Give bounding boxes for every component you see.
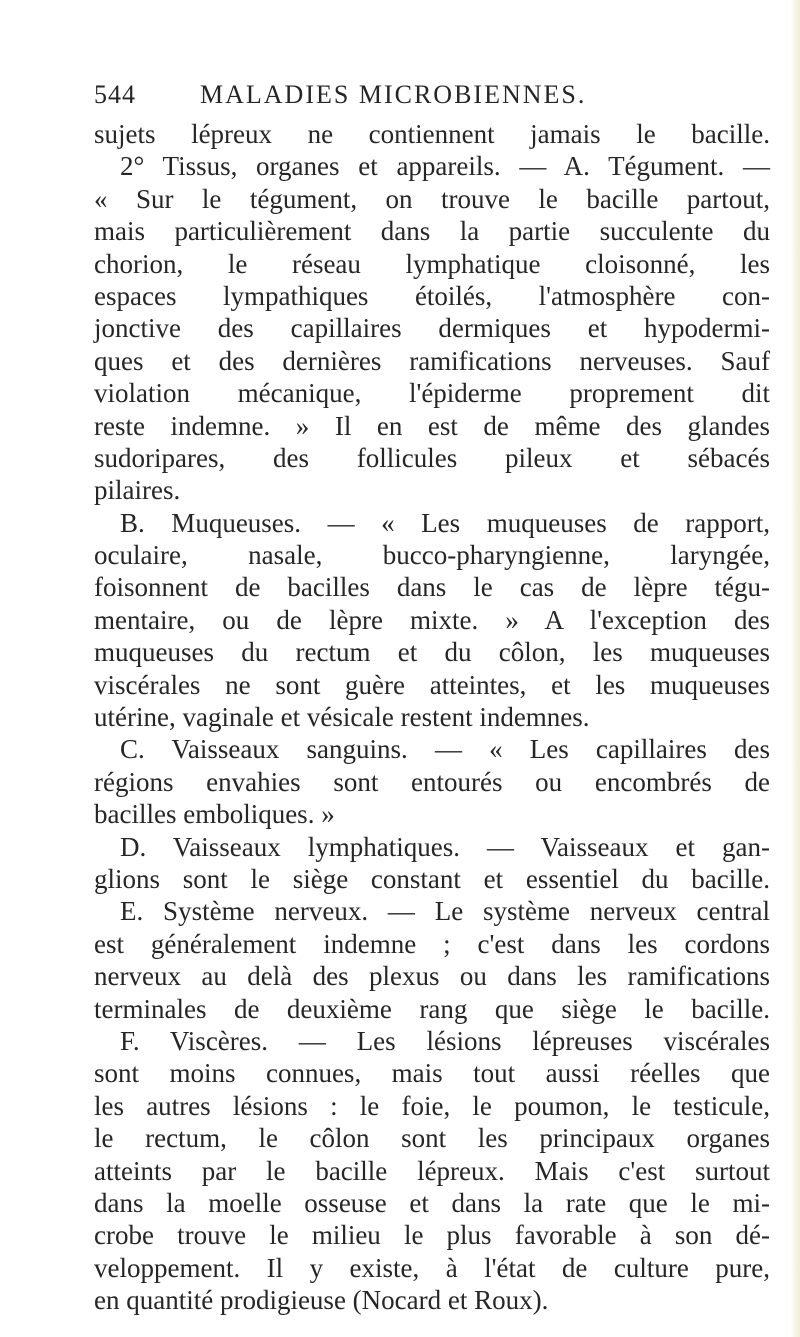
text-line: E. Système nerveux. — Le système nerveux central [120,896,770,927]
text-line: mentaire, ou de lèpre mixte. » A l'exception des [94,604,770,635]
text-line: muqueuses du rectum et du côlon, les muqueuses [94,637,770,668]
text-line: « Sur le tégument, on trouve le bacille partout, [94,183,770,214]
text-line: les autres lésions : le foie, le poumon, le testicule, [94,1090,770,1121]
text-line: bacilles emboliques. » [94,799,335,830]
text-line: nerveux au delà des plexus ou dans les ramifications [94,961,770,992]
text-line: D. Vaisseaux lymphatiques. — Vaisseaux et gan- [120,831,770,862]
text-line: glions sont le siège constant et essentiel du bacille. [94,863,770,894]
text-line: violation mécanique, l'épiderme proprement dit [94,378,770,409]
text-line: régions envahies sont entourés ou encombrés de [94,766,770,797]
text-line: chorion, le réseau lymphatique cloisonné, les [94,248,770,279]
text-line: oculaire, nasale, bucco-pharyngienne, laryngée, [94,540,770,571]
page-number: 544 [94,80,136,109]
text-line: pilaires. [94,475,181,506]
text-line: crobe trouve le milieu le plus favorable à son dé- [94,1220,770,1251]
body-text [94,118,770,1316]
text-line: F. Viscères. — Les lésions lépreuses viscérales [120,1025,770,1056]
text-line: ques et des dernières ramifications nerveuses. Sauf [94,345,770,376]
text-line: dans la moelle osseuse et dans la rate que le mi- [94,1187,770,1218]
text-line: foisonnent de bacilles dans le cas de lèpre tégu- [94,572,770,603]
text-line: en quantité prodigieuse (Nocard et Roux). [94,1285,549,1316]
text-line: viscérales ne sont guère atteintes, et les muqueuses [94,669,770,700]
text-line: reste indemne. » Il en est de même des glandes [94,410,770,441]
text-line: jonctive des capillaires dermiques et hypodermi- [94,313,770,344]
text-line: 2° Tissus, organes et appareils. — A. Tégument. — [120,151,770,182]
running-title: MALADIES MICROBIENNES. [200,80,587,109]
page-edge-shadow [790,0,800,1337]
text-line: veloppement. Il y existe, à l'état de culture pure, [94,1252,770,1283]
text-line: utérine, vaginale et vésicale restent indemnes. [94,702,590,733]
text-line: sudoripares, des follicules pileux et sébacés [94,442,770,473]
text-line: sujets lépreux ne contiennent jamais le bacille. [94,119,770,149]
text-line: le rectum, le côlon sont les principaux organes [94,1123,770,1154]
text-line: atteints par le bacille lépreux. Mais c'est surtout [94,1155,770,1186]
text-line: C. Vaisseaux sanguins. — « Les capillaires des [120,734,770,765]
text-line: terminales de deuxième rang que siège le bacille. [94,993,770,1024]
text-line: mais particulièrement dans la partie succulente du [94,216,770,247]
text-line: B. Muqueuses. — « Les muqueuses de rapport, [120,507,770,538]
text-line: espaces lympathiques étoilés, l'atmosphère con- [94,280,770,311]
text-line: est généralement indemne ; c'est dans les cordons [94,928,770,959]
text-line: sont moins connues, mais tout aussi réelles que [94,1058,770,1089]
running-header [94,72,774,112]
